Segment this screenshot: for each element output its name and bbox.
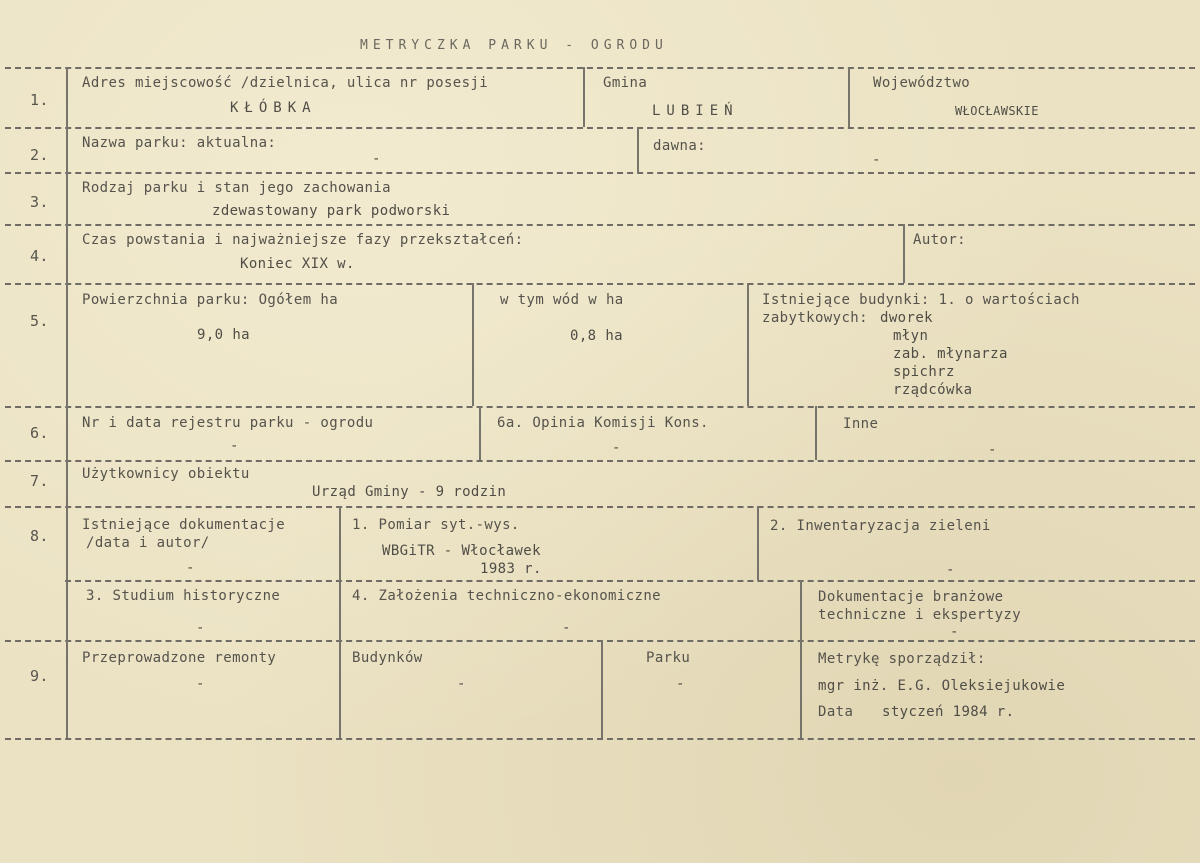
tech-assumptions-label: 4. Założenia techniczno-ekonomiczne [352, 588, 662, 604]
users-label: Użytkownicy obiektu [82, 466, 250, 482]
building-item: rządcówka [893, 382, 973, 398]
row-number-7: 7. [30, 472, 49, 490]
buildings-label-line1: Istniejące budynki: 1. o wartościach [762, 292, 1080, 308]
rule-bottom [5, 738, 1195, 740]
divider-r6-b [815, 406, 817, 460]
row-number-9: 9. [30, 667, 49, 685]
rule-3 [5, 224, 1195, 226]
former-name-label: dawna: [653, 138, 706, 154]
rule-7 [5, 506, 1195, 508]
gmina-label: Gmina [603, 75, 648, 91]
park-repairs-label: Parku [646, 650, 691, 666]
inventory-label: 2. Inwentaryzacja zieleni [770, 518, 991, 534]
row-number-6: 6. [30, 424, 49, 442]
users-value: Urząd Gminy - 9 rodzin [312, 484, 507, 500]
date-label: Data [818, 704, 854, 720]
date-value: styczeń 1984 r. [882, 704, 1015, 720]
rule-1 [5, 127, 1195, 129]
address-label: Adres miejscowość /dzielnica, ulica nr posesji [82, 75, 489, 91]
divider-r1-b [848, 67, 850, 127]
rule-4 [5, 283, 1195, 285]
rule-top [5, 67, 1195, 69]
prepared-by-value: mgr inż. E.G. Oleksiejukowie [818, 678, 1066, 694]
repairs-label: Przeprowadzone remonty [82, 650, 277, 666]
branch-docs-label-line1: Dokumentacje branżowe [818, 589, 1004, 605]
address-value: KŁÓBKA [230, 100, 317, 116]
former-name-value: - [872, 152, 881, 168]
row-number-1: 1. [30, 91, 49, 109]
divider-r8-c [800, 580, 802, 640]
divider-r5-b [747, 283, 749, 406]
divider-r8-b [757, 506, 759, 580]
water-area-value: 0,8 ha [570, 328, 623, 344]
opinion-value: - [612, 440, 621, 456]
building-item: zab. młynarza [893, 346, 1008, 362]
park-type-value: zdewastowany park podworski [212, 203, 451, 219]
row-number-3: 3. [30, 193, 49, 211]
row-number-5: 5. [30, 312, 49, 330]
rule-8a [65, 580, 1195, 582]
current-name-value: - [372, 151, 381, 167]
history-study-label: 3. Studium historyczne [86, 588, 281, 604]
buildings-label-line2: zabytkowych: [762, 310, 868, 326]
divider-r4 [903, 224, 905, 283]
rule-8 [5, 640, 1195, 642]
area-value: 9,0 ha [197, 327, 250, 343]
row-number-4: 4. [30, 247, 49, 265]
voivodeship-label: Województwo [873, 75, 971, 91]
creation-time-label: Czas powstania i najważniejsze fazy przekształceń: [82, 232, 524, 248]
park-type-label: Rodzaj parku i stan jego zachowania [82, 180, 392, 196]
divider-r1-a [583, 67, 585, 127]
divider-r8-a [339, 506, 341, 640]
survey-value-line1: WBGiTR - Włocławek [382, 543, 541, 559]
divider-r9-b [601, 640, 603, 738]
divider-r9-c [800, 640, 802, 738]
inventory-value: - [946, 562, 955, 578]
rule-6 [5, 460, 1195, 462]
other-label: Inne [843, 416, 879, 432]
history-study-value: - [196, 620, 205, 636]
building-item: młyn [893, 328, 929, 344]
row-number-8: 8. [30, 527, 49, 545]
divider-r5-a [472, 283, 474, 406]
divider-r2 [637, 127, 639, 172]
register-value: - [230, 438, 239, 454]
register-label: Nr i data rejestru parku - ogrodu [82, 415, 374, 431]
building-item: spichrz [893, 364, 955, 380]
rule-5 [5, 406, 1195, 408]
document-title: METRYCZKA PARKU - OGRODU [360, 38, 668, 53]
survey-value-line2: 1983 r. [480, 561, 542, 577]
buildings-repairs-value: - [457, 676, 466, 692]
water-area-label: w tym wód w ha [500, 292, 624, 308]
gmina-value: LUBIEŃ [652, 103, 739, 119]
row-number-2: 2. [30, 146, 49, 164]
divider-r6-a [479, 406, 481, 460]
docs-label-line1: Istniejące dokumentacje [82, 517, 286, 533]
opinion-label: 6a. Opinia Komisji Kons. [497, 415, 709, 431]
park-repairs-value: - [676, 676, 685, 692]
current-name-label: Nazwa parku: aktualna: [82, 135, 277, 151]
branch-docs-label-line2: techniczne i ekspertyzy [818, 607, 1022, 623]
divider-r9-a [339, 640, 341, 738]
other-value: - [988, 442, 997, 458]
branch-docs-value: - [950, 624, 959, 640]
creation-time-value: Koniec XIX w. [240, 256, 355, 272]
number-column-divider [66, 67, 68, 738]
voivodeship-value: WŁOCŁAWSKIE [955, 104, 1039, 118]
repairs-value: - [196, 676, 205, 692]
rule-2 [5, 172, 1195, 174]
tech-assumptions-value: - [562, 620, 571, 636]
docs-value: - [186, 560, 195, 576]
prepared-by-label: Metrykę sporządził: [818, 651, 986, 667]
docs-label-line2: /data i autor/ [86, 535, 210, 551]
survey-label: 1. Pomiar syt.-wys. [352, 517, 520, 533]
buildings-repairs-label: Budynków [352, 650, 423, 666]
building-item: dworek [880, 310, 933, 326]
author-label: Autor: [913, 232, 966, 248]
area-label: Powierzchnia parku: Ogółem ha [82, 292, 339, 308]
